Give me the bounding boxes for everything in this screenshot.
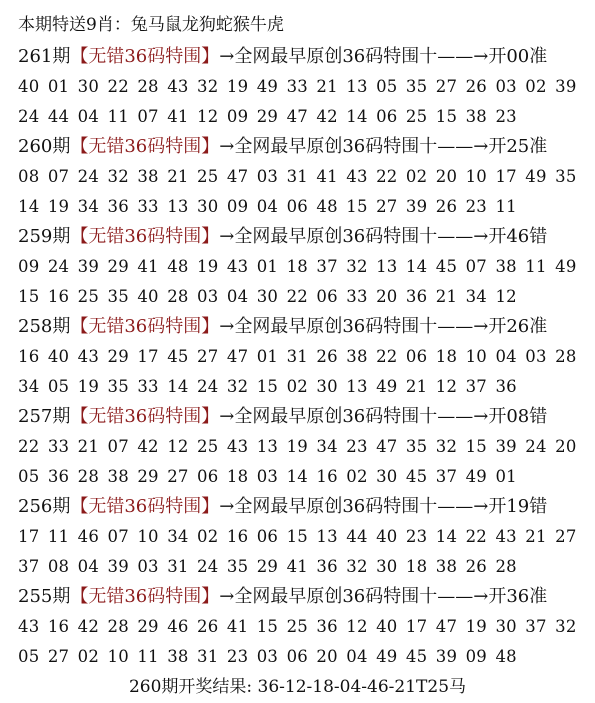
- period-id: 257期: [18, 406, 71, 427]
- period-255: [18, 582, 587, 672]
- period-title: [18, 42, 587, 72]
- period-result: 开00准: [488, 46, 548, 67]
- period-slogan: →全网最早原创36码特围十——→: [219, 46, 489, 67]
- period-tag: 【无错36码特围】: [70, 226, 220, 247]
- period-tag: 【无错36码特围】: [70, 46, 220, 67]
- period-260: [18, 132, 587, 222]
- numbers-row-1: 43 16 42 28 29 46 26 41 15 25 36 12 40 17 47 19 30 37 32: [18, 617, 577, 636]
- header-zodiac: 本期特送9肖：兔马鼠龙狗蛇猴牛虎: [18, 15, 284, 35]
- period-result: 开26准: [488, 316, 548, 337]
- period-259: [18, 222, 587, 312]
- period-title: [18, 582, 587, 612]
- period-258: [18, 312, 587, 402]
- period-256: [18, 492, 587, 582]
- period-slogan: →全网最早原创36码特围十——→: [219, 226, 489, 247]
- period-tag: 【无错36码特围】: [70, 136, 220, 157]
- numbers-row-2: 37 08 04 39 03 31 24 35 29 41 36 32 30 18 38 26 28: [18, 557, 517, 576]
- period-id: 261期: [18, 46, 71, 67]
- numbers-row-1: 08 07 24 32 38 21 25 47 03 31 41 43 22 02 20 10 17 49 35: [18, 167, 577, 186]
- period-result: 开46错: [488, 226, 548, 247]
- period-tag: 【无错36码特围】: [70, 586, 220, 607]
- period-id: 255期: [18, 586, 71, 607]
- numbers-row-1: 16 40 43 29 17 45 27 47 01 31 26 38 22 06 18 10 04 03 28: [18, 347, 577, 366]
- period-title: [18, 132, 587, 162]
- period-id: 256期: [18, 496, 71, 517]
- numbers-row-2: 05 27 02 10 11 38 31 23 03 06 20 04 49 45 39 09 48: [18, 647, 517, 666]
- numbers-row-1: 40 01 30 22 28 43 32 19 49 33 21 13 05 35 27 26 03 02 39: [18, 77, 577, 96]
- period-261: [18, 42, 587, 132]
- numbers-row-2: 15 16 25 35 40 28 03 04 30 22 06 33 20 36 21 34 12: [18, 287, 517, 306]
- period-title: [18, 492, 587, 522]
- period-id: 259期: [18, 226, 71, 247]
- period-result: 开08错: [488, 406, 548, 427]
- period-title: [18, 402, 587, 432]
- period-slogan: →全网最早原创36码特围十——→: [219, 496, 489, 517]
- draw-result-footer: 260期开奖结果: 36-12-18-04-46-21T25马: [128, 677, 467, 697]
- numbers-row-2: 34 05 19 35 33 14 24 32 15 02 30 13 49 21 12 37 36: [18, 377, 517, 396]
- numbers-row-1: 09 24 39 29 41 48 19 43 01 18 37 32 13 14 45 07 38 11 49: [18, 257, 577, 276]
- numbers-row-2: 05 36 28 38 29 27 06 18 03 14 16 02 30 45 37 49 01: [18, 467, 517, 486]
- period-id: 260期: [18, 136, 71, 157]
- period-slogan: →全网最早原创36码特围十——→: [219, 316, 489, 337]
- period-slogan: →全网最早原创36码特围十——→: [219, 586, 489, 607]
- period-result: 开19错: [488, 496, 548, 517]
- numbers-row-2: 14 19 34 36 33 13 30 09 04 06 48 15 27 39 26 23 11: [18, 197, 517, 216]
- period-title: [18, 312, 587, 342]
- period-tag: 【无错36码特围】: [70, 406, 220, 427]
- period-slogan: →全网最早原创36码特围十——→: [219, 406, 489, 427]
- period-title: [18, 222, 587, 252]
- period-id: 258期: [18, 316, 71, 337]
- period-tag: 【无错36码特围】: [70, 316, 220, 337]
- period-slogan: →全网最早原创36码特围十——→: [219, 136, 489, 157]
- period-result: 开36准: [488, 586, 548, 607]
- period-result: 开25准: [488, 136, 548, 157]
- period-tag: 【无错36码特围】: [70, 496, 220, 517]
- period-257: [18, 402, 587, 492]
- numbers-row-2: 24 44 04 11 07 41 12 09 29 47 42 14 06 25 15 38 23: [18, 107, 517, 126]
- numbers-row-1: 22 33 21 07 42 12 25 43 13 19 34 23 47 35 32 15 39 24 20: [18, 437, 577, 456]
- numbers-row-1: 17 11 46 07 10 34 02 16 06 15 13 44 40 23 14 22 43 21 27: [18, 527, 577, 546]
